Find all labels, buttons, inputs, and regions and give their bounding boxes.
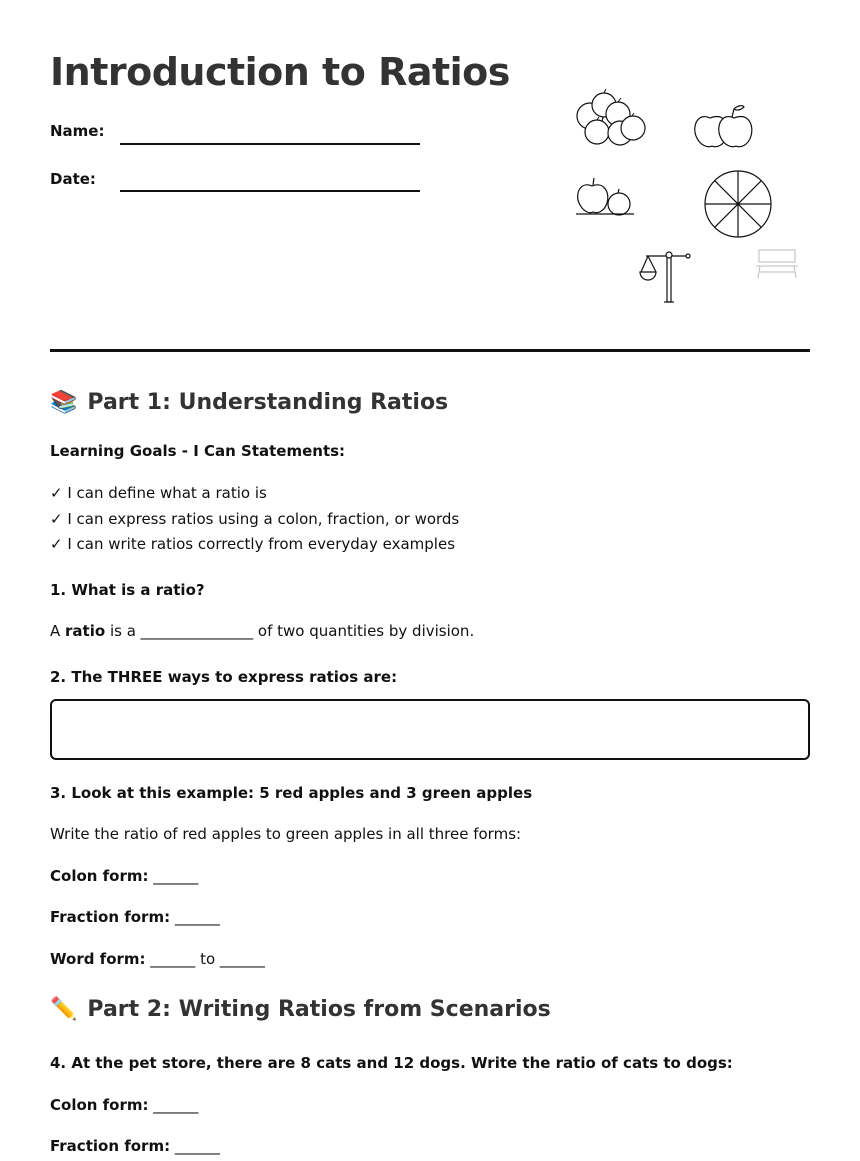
q3-fraction-form[interactable]: Fraction form: ______ [50,908,220,926]
books-icon: 📚 [50,390,78,415]
balance-scale-icon [636,248,696,306]
date-label: Date: [50,170,96,188]
section-divider [50,349,810,352]
goal-item: ✓ I can define what a ratio is [50,484,267,502]
apple-pair-icon [574,174,638,218]
part2-heading-text: Part 2: Writing Ratios from Scenarios [87,997,551,1022]
apples-icon [692,100,758,150]
date-field[interactable] [120,190,420,192]
bench-icon [754,246,800,280]
part2-heading [50,997,551,1022]
question-2-title: 2. The THREE ways to express ratios are: [50,668,398,686]
q4-fraction-form[interactable]: Fraction form: ______ [50,1137,220,1155]
q3-colon-form[interactable]: Colon form: ______ [50,867,199,885]
oranges-icon [572,88,652,150]
q4-colon-form[interactable]: Colon form: ______ [50,1096,199,1114]
q3-word-form[interactable]: Word form: ______ to ______ [50,950,265,968]
question-2-answer-box[interactable] [50,699,810,760]
learning-goals-title: Learning Goals - I Can Statements: [50,442,346,460]
pencil-icon: ✏️ [50,997,78,1022]
page-title: Introduction to Ratios [50,50,510,94]
part1-heading [50,390,448,415]
name-label: Name: [50,122,105,140]
question-1-title: 1. What is a ratio? [50,581,205,599]
goal-item: ✓ I can express ratios using a colon, fraction, or words [50,510,460,528]
name-field[interactable] [120,143,420,145]
part1-heading-text: Part 1: Understanding Ratios [87,390,449,415]
question-4-title: 4. At the pet store, there are 8 cats and 12 dogs. Write the ratio of cats to dogs: [50,1054,733,1072]
question-1-prompt: A ratio is a _______________ of two quantities by division. [50,622,475,640]
question-3-instruction: Write the ratio of red apples to green apples in all three forms: [50,825,522,843]
goal-item: ✓ I can write ratios correctly from everyday examples [50,535,456,553]
pie-icon [702,168,774,240]
question-3-title: 3. Look at this example: 5 red apples and 3 green apples [50,784,533,802]
